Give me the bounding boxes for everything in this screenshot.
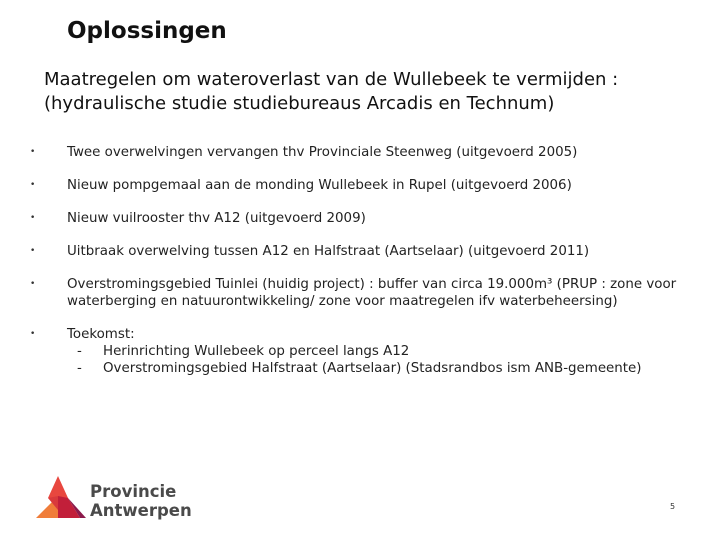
slide-title: Oplossingen bbox=[67, 18, 227, 44]
future-item bbox=[67, 360, 700, 377]
page-number: 5 bbox=[670, 502, 676, 511]
bullet-text: Overstromingsgebied Tuinlei (huidig project) : buffer van circa 19.000m³ (PRUP : zone voor waterberging en natuurontwikkeling/ zone voor maatregelen ifv waterbeheersing) bbox=[67, 277, 677, 309]
bullet-item bbox=[30, 210, 700, 227]
bullet-icon: • bbox=[30, 213, 36, 223]
future-list bbox=[67, 343, 700, 377]
future-item bbox=[67, 343, 700, 360]
future-text: Herinrichting Wullebeek op perceel langs A12 bbox=[103, 344, 410, 359]
bullet-text: Uitbraak overwelving tussen A12 en Halfstraat (Aartselaar) (uitgevoerd 2011) bbox=[67, 244, 590, 259]
slide-intro: Maatregelen om wateroverlast van de Wullebeek te vermijden : (hydraulische studie studiebureaus Arcadis en Technum) bbox=[44, 69, 619, 114]
dash-icon: - bbox=[77, 344, 82, 359]
logo-line-1: Provincie bbox=[90, 482, 177, 501]
bullet-item bbox=[30, 243, 700, 260]
logo-triangle-top bbox=[48, 476, 68, 498]
logo-line-2: Antwerpen bbox=[90, 501, 192, 520]
bullet-item bbox=[30, 276, 700, 310]
bullet-icon: • bbox=[30, 279, 36, 289]
bullet-item bbox=[30, 326, 700, 377]
bullet-list bbox=[30, 140, 700, 377]
bullet-text: Nieuw vuilrooster thv A12 (uitgevoerd 2009) bbox=[67, 211, 366, 226]
bullet-icon: • bbox=[30, 329, 36, 339]
bullet-item bbox=[30, 144, 700, 161]
bullet-text: Nieuw pompgemaal aan de monding Wullebeek in Rupel (uitgevoerd 2006) bbox=[67, 178, 572, 193]
bullet-text: Toekomst: bbox=[67, 327, 135, 342]
bullet-icon: • bbox=[30, 246, 36, 256]
bullet-item bbox=[30, 177, 700, 194]
bullet-icon: • bbox=[30, 180, 36, 190]
dash-icon: - bbox=[77, 361, 82, 376]
bullet-icon: • bbox=[30, 147, 36, 157]
logo-text bbox=[90, 482, 192, 520]
bullet-text: Twee overwelvingen vervangen thv Provinciale Steenweg (uitgevoerd 2005) bbox=[67, 145, 578, 160]
future-text: Overstromingsgebied Halfstraat (Aartselaar) (Stadsrandbos ism ANB-gemeente) bbox=[103, 361, 642, 376]
